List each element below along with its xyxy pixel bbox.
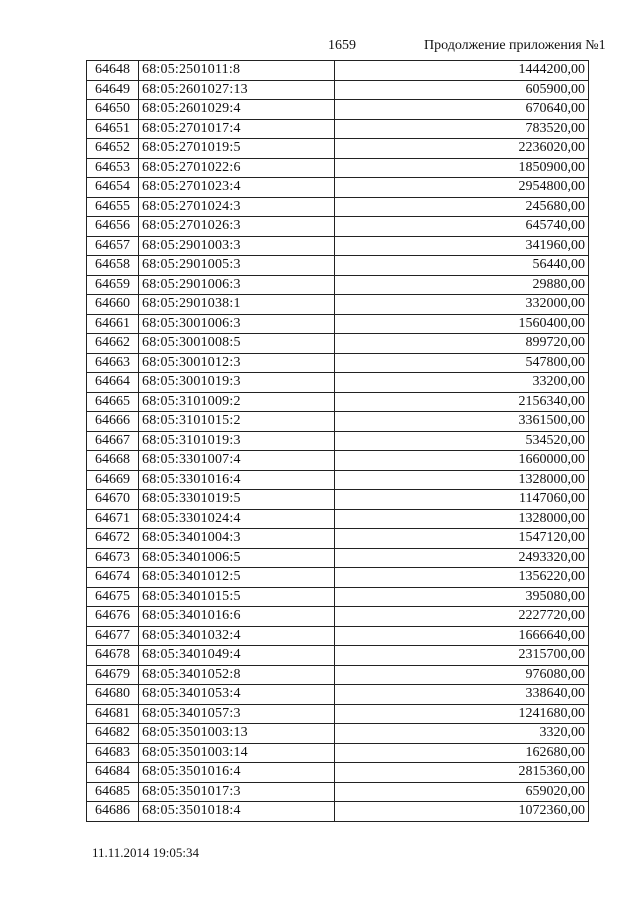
cadastral-number: 68:05:3501017:3 bbox=[139, 782, 335, 802]
table-row bbox=[87, 490, 589, 510]
timestamp: 11.11.2014 19:05:34 bbox=[92, 845, 200, 860]
cadastral-number: 68:05:3401004:3 bbox=[139, 529, 335, 549]
row-number: 64683 bbox=[87, 743, 139, 763]
cadastral-number: 68:05:3401032:4 bbox=[139, 626, 335, 646]
row-number: 64653 bbox=[87, 158, 139, 178]
cadastral-number: 68:05:3501018:4 bbox=[139, 802, 335, 822]
cadastral-value: 645740,00 bbox=[335, 217, 589, 237]
row-number: 64685 bbox=[87, 782, 139, 802]
cadastral-value: 2493320,00 bbox=[335, 548, 589, 568]
row-number: 64665 bbox=[87, 392, 139, 412]
cadastral-number: 68:05:2601029:4 bbox=[139, 100, 335, 120]
table-row bbox=[87, 431, 589, 451]
row-number: 64667 bbox=[87, 431, 139, 451]
table-body bbox=[87, 61, 589, 822]
table-row bbox=[87, 646, 589, 666]
cadastral-number: 68:05:3301016:4 bbox=[139, 470, 335, 490]
row-number: 64666 bbox=[87, 412, 139, 432]
row-number: 64658 bbox=[87, 256, 139, 276]
appendix-title: Продолжение приложения №1 bbox=[424, 38, 606, 53]
cadastral-value: 162680,00 bbox=[335, 743, 589, 763]
cadastral-value: 1660000,00 bbox=[335, 451, 589, 471]
table-row bbox=[87, 197, 589, 217]
cadastral-number: 68:05:3401057:3 bbox=[139, 704, 335, 724]
cadastral-value: 395080,00 bbox=[335, 587, 589, 607]
row-number: 64670 bbox=[87, 490, 139, 510]
cadastral-number: 68:05:3401052:8 bbox=[139, 665, 335, 685]
table-row bbox=[87, 412, 589, 432]
row-number: 64649 bbox=[87, 80, 139, 100]
cadastral-number: 68:05:3501003:13 bbox=[139, 724, 335, 744]
table-row bbox=[87, 139, 589, 159]
cadastral-value: 332000,00 bbox=[335, 295, 589, 315]
cadastral-value: 2236020,00 bbox=[335, 139, 589, 159]
row-number: 64657 bbox=[87, 236, 139, 256]
cadastral-value: 605900,00 bbox=[335, 80, 589, 100]
table-row bbox=[87, 353, 589, 373]
cadastral-number: 68:05:2601027:13 bbox=[139, 80, 335, 100]
cadastral-value: 1444200,00 bbox=[335, 61, 589, 81]
row-number: 64648 bbox=[87, 61, 139, 81]
cadastral-value: 2954800,00 bbox=[335, 178, 589, 198]
table-row bbox=[87, 685, 589, 705]
table-row bbox=[87, 61, 589, 81]
table-row bbox=[87, 217, 589, 237]
cadastral-number: 68:05:3401053:4 bbox=[139, 685, 335, 705]
cadastral-value: 341960,00 bbox=[335, 236, 589, 256]
table-row bbox=[87, 587, 589, 607]
row-number: 64663 bbox=[87, 353, 139, 373]
cadastral-value: 1147060,00 bbox=[335, 490, 589, 510]
table-row bbox=[87, 665, 589, 685]
cadastral-value: 1241680,00 bbox=[335, 704, 589, 724]
cadastral-number: 68:05:3101019:3 bbox=[139, 431, 335, 451]
cadastral-value: 2815360,00 bbox=[335, 763, 589, 783]
cadastral-number: 68:05:3301007:4 bbox=[139, 451, 335, 471]
cadastral-number: 68:05:2701017:4 bbox=[139, 119, 335, 139]
table-row bbox=[87, 743, 589, 763]
table-row bbox=[87, 334, 589, 354]
cadastral-number: 68:05:3501003:14 bbox=[139, 743, 335, 763]
table-row bbox=[87, 509, 589, 529]
table-row bbox=[87, 782, 589, 802]
cadastral-number: 68:05:3501016:4 bbox=[139, 763, 335, 783]
cadastral-number: 68:05:3401015:5 bbox=[139, 587, 335, 607]
cadastral-number: 68:05:2701022:6 bbox=[139, 158, 335, 178]
cadastral-value: 33200,00 bbox=[335, 373, 589, 393]
row-number: 64659 bbox=[87, 275, 139, 295]
table-row bbox=[87, 275, 589, 295]
cadastral-number: 68:05:2701023:4 bbox=[139, 178, 335, 198]
table-row bbox=[87, 529, 589, 549]
table-row bbox=[87, 295, 589, 315]
row-number: 64684 bbox=[87, 763, 139, 783]
table-row bbox=[87, 373, 589, 393]
table-row bbox=[87, 119, 589, 139]
table-row bbox=[87, 451, 589, 471]
cadastral-number: 68:05:2701019:5 bbox=[139, 139, 335, 159]
cadastral-value: 338640,00 bbox=[335, 685, 589, 705]
table-row bbox=[87, 626, 589, 646]
table-row bbox=[87, 704, 589, 724]
cadastral-number: 68:05:2901005:3 bbox=[139, 256, 335, 276]
table-row bbox=[87, 178, 589, 198]
cadastral-number: 68:05:2701024:3 bbox=[139, 197, 335, 217]
row-number: 64679 bbox=[87, 665, 139, 685]
cadastral-value: 976080,00 bbox=[335, 665, 589, 685]
cadastral-value: 1850900,00 bbox=[335, 158, 589, 178]
row-number: 64678 bbox=[87, 646, 139, 666]
table-row bbox=[87, 256, 589, 276]
table-row bbox=[87, 568, 589, 588]
cadastral-number: 68:05:3101015:2 bbox=[139, 412, 335, 432]
cadastral-value: 783520,00 bbox=[335, 119, 589, 139]
row-number: 64655 bbox=[87, 197, 139, 217]
cadastral-value: 534520,00 bbox=[335, 431, 589, 451]
table-row bbox=[87, 548, 589, 568]
table-row bbox=[87, 470, 589, 490]
cadastral-number: 68:05:3401049:4 bbox=[139, 646, 335, 666]
cadastral-number: 68:05:3101009:2 bbox=[139, 392, 335, 412]
table-row bbox=[87, 236, 589, 256]
cadastral-value: 1328000,00 bbox=[335, 509, 589, 529]
row-number: 64656 bbox=[87, 217, 139, 237]
cadastral-value: 3361500,00 bbox=[335, 412, 589, 432]
row-number: 64681 bbox=[87, 704, 139, 724]
cadastral-number: 68:05:3001012:3 bbox=[139, 353, 335, 373]
cadastral-number: 68:05:2901006:3 bbox=[139, 275, 335, 295]
cadastral-value: 3320,00 bbox=[335, 724, 589, 744]
cadastral-number: 68:05:3301019:5 bbox=[139, 490, 335, 510]
cadastral-number: 68:05:3001006:3 bbox=[139, 314, 335, 334]
cadastral-number: 68:05:2901003:3 bbox=[139, 236, 335, 256]
row-number: 64662 bbox=[87, 334, 139, 354]
cadastral-number: 68:05:2501011:8 bbox=[139, 61, 335, 81]
cadastral-value: 899720,00 bbox=[335, 334, 589, 354]
row-number: 64650 bbox=[87, 100, 139, 120]
row-number: 64676 bbox=[87, 607, 139, 627]
cadastral-number: 68:05:3301024:4 bbox=[139, 509, 335, 529]
row-number: 64686 bbox=[87, 802, 139, 822]
data-table bbox=[86, 60, 589, 822]
row-number: 64672 bbox=[87, 529, 139, 549]
cadastral-value: 29880,00 bbox=[335, 275, 589, 295]
row-number: 64661 bbox=[87, 314, 139, 334]
table-row bbox=[87, 158, 589, 178]
row-number: 64682 bbox=[87, 724, 139, 744]
cadastral-value: 1547120,00 bbox=[335, 529, 589, 549]
table-row bbox=[87, 100, 589, 120]
cadastral-number: 68:05:3401012:5 bbox=[139, 568, 335, 588]
cadastral-number: 68:05:3401006:5 bbox=[139, 548, 335, 568]
cadastral-value: 547800,00 bbox=[335, 353, 589, 373]
row-number: 64677 bbox=[87, 626, 139, 646]
table-row bbox=[87, 763, 589, 783]
row-number: 64671 bbox=[87, 509, 139, 529]
cadastral-value: 56440,00 bbox=[335, 256, 589, 276]
row-number: 64660 bbox=[87, 295, 139, 315]
cadastral-value: 2227720,00 bbox=[335, 607, 589, 627]
row-number: 64675 bbox=[87, 587, 139, 607]
cadastral-value: 1072360,00 bbox=[335, 802, 589, 822]
cadastral-value: 1666640,00 bbox=[335, 626, 589, 646]
cadastral-value: 1328000,00 bbox=[335, 470, 589, 490]
row-number: 64673 bbox=[87, 548, 139, 568]
row-number: 64651 bbox=[87, 119, 139, 139]
page-number: 1659 bbox=[328, 38, 356, 53]
cadastral-value: 1560400,00 bbox=[335, 314, 589, 334]
row-number: 64668 bbox=[87, 451, 139, 471]
cadastral-value: 2315700,00 bbox=[335, 646, 589, 666]
cadastral-number: 68:05:3401016:6 bbox=[139, 607, 335, 627]
table-row bbox=[87, 802, 589, 822]
cadastral-value: 245680,00 bbox=[335, 197, 589, 217]
table-row bbox=[87, 80, 589, 100]
table-row bbox=[87, 607, 589, 627]
cadastral-number: 68:05:2701026:3 bbox=[139, 217, 335, 237]
table-row bbox=[87, 724, 589, 744]
cadastral-number: 68:05:3001019:3 bbox=[139, 373, 335, 393]
cadastral-number: 68:05:2901038:1 bbox=[139, 295, 335, 315]
row-number: 64669 bbox=[87, 470, 139, 490]
row-number: 64680 bbox=[87, 685, 139, 705]
table-row bbox=[87, 392, 589, 412]
cadastral-value: 659020,00 bbox=[335, 782, 589, 802]
row-number: 64654 bbox=[87, 178, 139, 198]
table-row bbox=[87, 314, 589, 334]
cadastral-number: 68:05:3001008:5 bbox=[139, 334, 335, 354]
row-number: 64652 bbox=[87, 139, 139, 159]
row-number: 64664 bbox=[87, 373, 139, 393]
cadastral-value: 670640,00 bbox=[335, 100, 589, 120]
cadastral-value: 1356220,00 bbox=[335, 568, 589, 588]
cadastral-value: 2156340,00 bbox=[335, 392, 589, 412]
row-number: 64674 bbox=[87, 568, 139, 588]
